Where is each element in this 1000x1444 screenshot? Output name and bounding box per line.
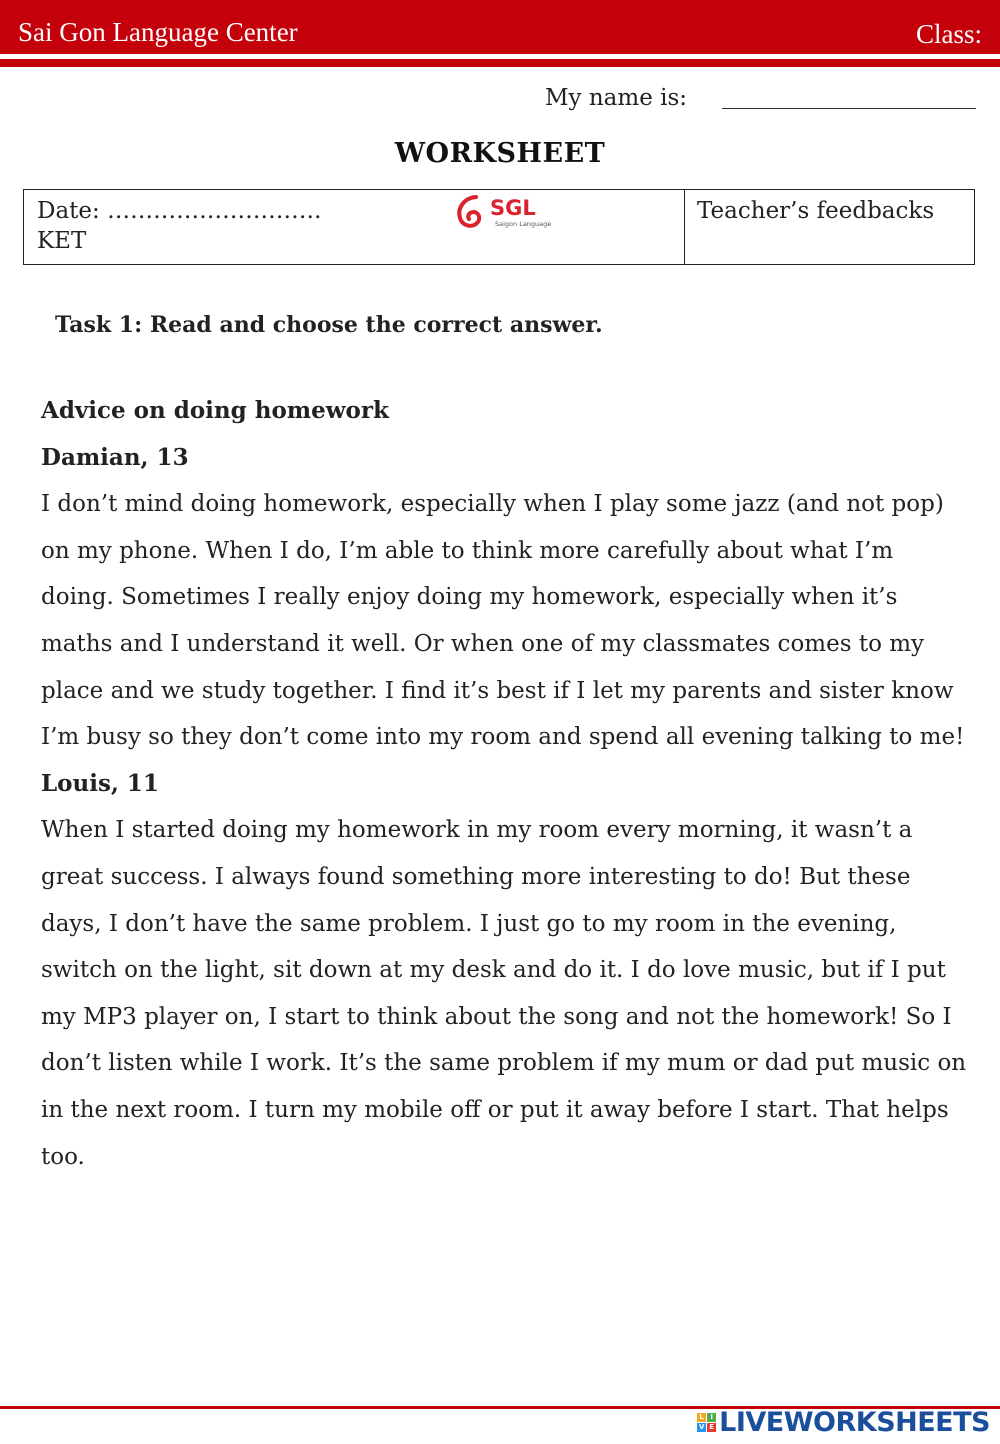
header-bar bbox=[0, 0, 1000, 54]
class-label: Class: bbox=[915, 19, 982, 49]
feedback-label: Teacher’s feedbacks bbox=[697, 198, 935, 224]
info-box bbox=[23, 189, 975, 265]
info-divider bbox=[684, 190, 685, 264]
level-label: KET bbox=[37, 228, 87, 254]
logo-block: L bbox=[697, 1413, 706, 1422]
liveworksheets-icon bbox=[697, 1413, 716, 1432]
liveworksheets-text: LIVEWORKSHEETS bbox=[719, 1406, 990, 1438]
name-input-line[interactable] bbox=[722, 108, 976, 109]
logo-block: I bbox=[707, 1413, 716, 1422]
date-label: Date: ………………………. bbox=[37, 198, 322, 224]
page-title: WORKSHEET bbox=[394, 138, 606, 169]
entry-author: Louis, 11 bbox=[41, 769, 159, 797]
logo-block: V bbox=[698, 1422, 705, 1431]
task-title: Task 1: Read and choose the correct answer. bbox=[55, 312, 603, 338]
name-label: My name is: bbox=[545, 85, 688, 111]
logo-text: SGL bbox=[490, 196, 536, 220]
entry-author: Damian, 13 bbox=[41, 443, 189, 471]
logo-block: E bbox=[707, 1423, 716, 1432]
article-heading: Advice on doing homework bbox=[41, 397, 389, 424]
entry-text: I don’t mind doing homework, especially when I play some jazz (and not pop) on my phone. When I do, I’m able to think more carefully about what I’m doing. Sometimes I really enjoy doing my homework, especially when it’s maths and I understand it well. Or when one of my classmates comes to my place and we study together. I find it’s best if I let my parents and sister know I’m busy so they don’t come into my room and spend all evening talking to me! bbox=[41, 491, 965, 751]
center-name: Sai Gon Language Center bbox=[18, 17, 298, 47]
article bbox=[41, 388, 971, 1180]
header-rule bbox=[0, 59, 1000, 67]
logo-subtext: Saigon Language bbox=[495, 220, 552, 228]
sgl-logo bbox=[454, 192, 564, 232]
entry-text: When I started doing my homework in my room every morning, it wasn’t a great success. I always found something more interesting to do! But these days, I don’t have the same problem. I just go to my room in the evening, switch on the light, sit down at my desk and do it. I do love music, but if I put my MP3 player on, I start to think about the song and not the homework! So I don’t listen while I work. It’s the same problem if my mum or dad put music on in the next room. I turn my mobile off or put it away before I start. That helps too. bbox=[41, 817, 967, 1170]
liveworksheets-logo bbox=[697, 1407, 990, 1437]
